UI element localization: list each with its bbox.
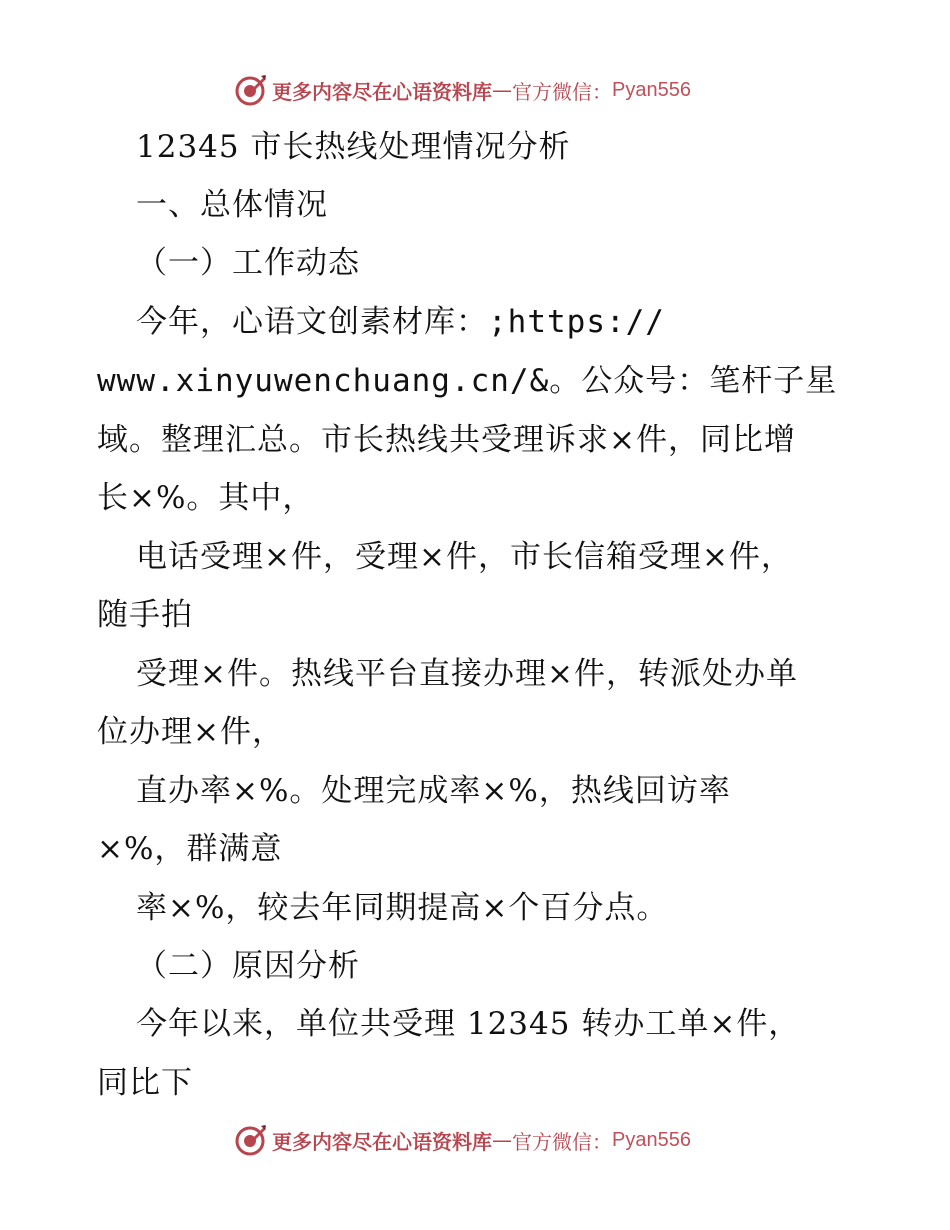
document-title: 12345 市长热线处理情况分析	[136, 129, 571, 165]
banner-separator: —	[492, 78, 512, 102]
banner-wechat-id: Pyan556	[612, 78, 691, 101]
footer-banner	[0, 1120, 950, 1160]
banner-content	[234, 1120, 691, 1160]
document-line: 今年，心语文创素材库：;https://	[136, 304, 665, 340]
document-line: （一）工作动态	[136, 245, 360, 281]
banner-separator: —	[492, 1128, 512, 1152]
document-line: 长×%。其中，	[97, 480, 315, 516]
banner-site-name: 更多内容尽在心语资料库	[272, 79, 492, 104]
document-line: 同比下	[97, 1065, 193, 1101]
pen-logo-icon	[234, 1123, 268, 1157]
document-line: 一、总体情况	[136, 187, 328, 223]
document-line: 今年以来，单位共受理 12345 转办工单×件，	[136, 1006, 801, 1042]
banner-wechat-id: Pyan556	[612, 1128, 691, 1151]
banner-wechat-label: 官方微信：	[512, 79, 612, 104]
document-line: 率×%，较去年同期提高×个百分点。	[136, 890, 669, 926]
banner-site-name: 更多内容尽在心语资料库	[272, 1129, 492, 1154]
document-line: 随手拍	[97, 597, 193, 633]
document-line: 受理×件。热线平台直接办理×件，转派处办单	[136, 656, 798, 692]
document-line: ×%，群满意	[97, 831, 283, 867]
document-line: （二）原因分析	[136, 948, 360, 984]
document-line: 位办理×件，	[97, 714, 284, 750]
banner-wechat-label: 官方微信：	[512, 1129, 612, 1154]
document-line: 域。整理汇总。市长热线共受理诉求×件，同比增	[97, 422, 796, 458]
document-line: 电话受理×件，受理×件，市长信箱受理×件，	[136, 539, 793, 575]
document-line: 直办率×%。处理完成率×%，热线回访率	[136, 773, 731, 809]
document-line: www.xinyuwenchuang.cn/&。公众号：笔杆子星	[97, 363, 838, 399]
